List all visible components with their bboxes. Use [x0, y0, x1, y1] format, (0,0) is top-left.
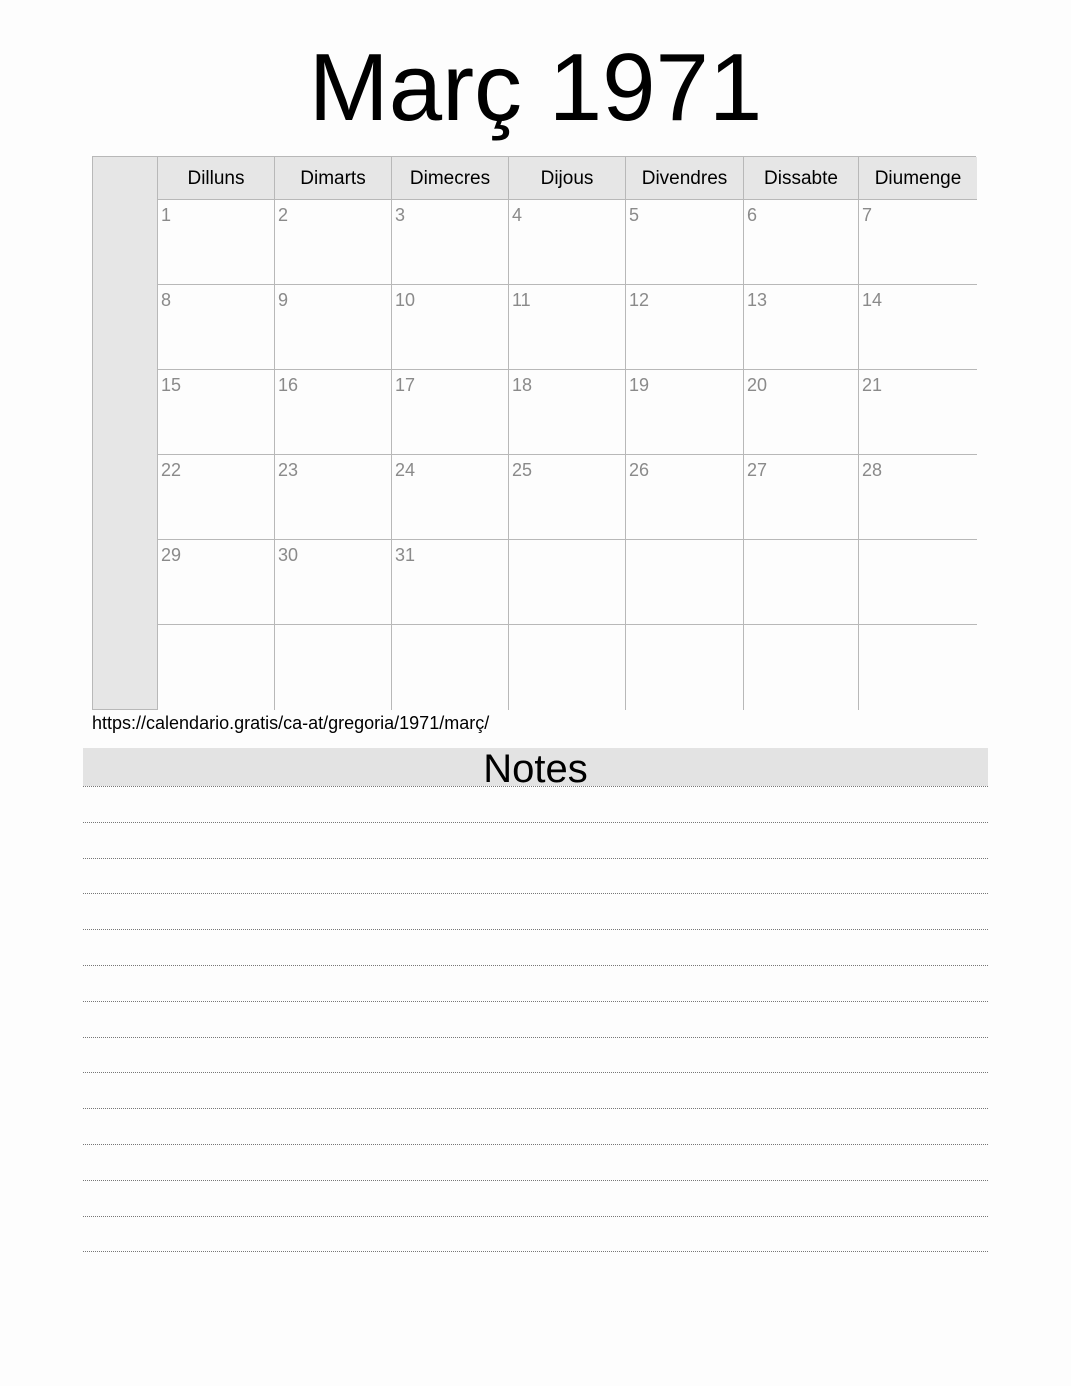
day-number: 22 [161, 460, 182, 480]
day-cell[interactable] [509, 285, 626, 370]
day-number: 3 [395, 205, 406, 225]
day-number: 5 [629, 205, 640, 225]
day-cell[interactable] [509, 455, 626, 540]
note-line [83, 1072, 988, 1073]
day-cell[interactable] [626, 540, 744, 625]
day-cell[interactable] [626, 455, 744, 540]
day-cell[interactable] [275, 285, 392, 370]
day-cell[interactable] [859, 540, 977, 625]
page-title: Març 1971 [308, 34, 763, 141]
note-line [83, 965, 988, 966]
day-cell[interactable] [158, 200, 275, 285]
day-cell[interactable] [626, 370, 744, 455]
day-cell[interactable] [744, 285, 859, 370]
day-cell[interactable] [626, 200, 744, 285]
day-cell[interactable] [744, 370, 859, 455]
day-number: 18 [512, 375, 533, 395]
day-cell[interactable] [275, 455, 392, 540]
day-number: 17 [395, 375, 416, 395]
day-number: 29 [161, 545, 182, 565]
day-number: 28 [862, 460, 883, 480]
day-cell[interactable] [509, 625, 626, 710]
day-number: 9 [278, 290, 289, 310]
day-cell[interactable] [744, 200, 859, 285]
weekday-header: Dilluns [158, 157, 275, 200]
day-cell[interactable] [158, 370, 275, 455]
calendar-grid [157, 156, 976, 709]
day-cell[interactable] [392, 285, 509, 370]
day-cell[interactable] [275, 540, 392, 625]
day-cell[interactable] [859, 455, 977, 540]
day-number: 6 [747, 205, 758, 225]
note-line [83, 1144, 988, 1145]
day-number: 30 [278, 545, 299, 565]
note-line [83, 786, 988, 787]
day-cell[interactable] [392, 370, 509, 455]
day-cell[interactable] [509, 370, 626, 455]
day-cell[interactable] [392, 540, 509, 625]
day-cell[interactable] [158, 625, 275, 710]
day-number: 1 [161, 205, 172, 225]
note-line [83, 929, 988, 930]
note-line [83, 1251, 988, 1252]
day-cell[interactable] [626, 625, 744, 710]
note-line [83, 1216, 988, 1217]
day-cell[interactable] [859, 625, 977, 710]
day-cell[interactable] [744, 455, 859, 540]
notes-heading: Notes [83, 748, 988, 786]
day-number: 11 [512, 290, 531, 310]
weekday-header: Dijous [509, 157, 626, 200]
day-cell[interactable] [859, 370, 977, 455]
day-cell[interactable] [158, 285, 275, 370]
day-cell[interactable] [859, 285, 977, 370]
weekday-header: Diumenge [859, 157, 977, 200]
day-number: 16 [278, 375, 299, 395]
day-cell[interactable] [158, 455, 275, 540]
note-line [83, 858, 988, 859]
day-number: 10 [395, 290, 416, 310]
day-number: 23 [278, 460, 299, 480]
weekday-header: Dimarts [275, 157, 392, 200]
day-number: 4 [512, 205, 523, 225]
day-cell[interactable] [509, 200, 626, 285]
day-cell[interactable] [392, 625, 509, 710]
day-number: 26 [629, 460, 650, 480]
day-number: 25 [512, 460, 533, 480]
source-url[interactable]: https://calendario.gratis/ca-at/gregoria/1971/març/ [92, 713, 490, 733]
day-number: 27 [747, 460, 768, 480]
day-cell[interactable] [744, 625, 859, 710]
day-number: 13 [747, 290, 768, 310]
day-number: 24 [395, 460, 416, 480]
day-number: 7 [862, 205, 873, 225]
day-number: 31 [395, 545, 416, 565]
day-number: 15 [161, 375, 182, 395]
calendar [92, 156, 977, 710]
day-number: 12 [629, 290, 650, 310]
day-number: 14 [862, 290, 883, 310]
day-cell[interactable] [744, 540, 859, 625]
day-number: 19 [629, 375, 650, 395]
week-number-column [92, 156, 158, 710]
day-number: 20 [747, 375, 768, 395]
day-number: 2 [278, 205, 289, 225]
day-cell[interactable] [859, 200, 977, 285]
day-cell[interactable] [275, 370, 392, 455]
note-line [83, 893, 988, 894]
day-cell[interactable] [392, 200, 509, 285]
day-cell[interactable] [275, 200, 392, 285]
day-cell[interactable] [158, 540, 275, 625]
weekday-header: Dimecres [392, 157, 509, 200]
weekday-header: Divendres [626, 157, 744, 200]
note-line [83, 1108, 988, 1109]
note-line [83, 1001, 988, 1002]
day-cell[interactable] [509, 540, 626, 625]
day-cell[interactable] [626, 285, 744, 370]
day-cell[interactable] [275, 625, 392, 710]
note-line [83, 822, 988, 823]
day-number: 8 [161, 290, 172, 310]
day-cell[interactable] [392, 455, 509, 540]
note-line [83, 1180, 988, 1181]
day-number: 21 [862, 375, 883, 395]
note-line [83, 1037, 988, 1038]
weekday-header: Dissabte [744, 157, 859, 200]
